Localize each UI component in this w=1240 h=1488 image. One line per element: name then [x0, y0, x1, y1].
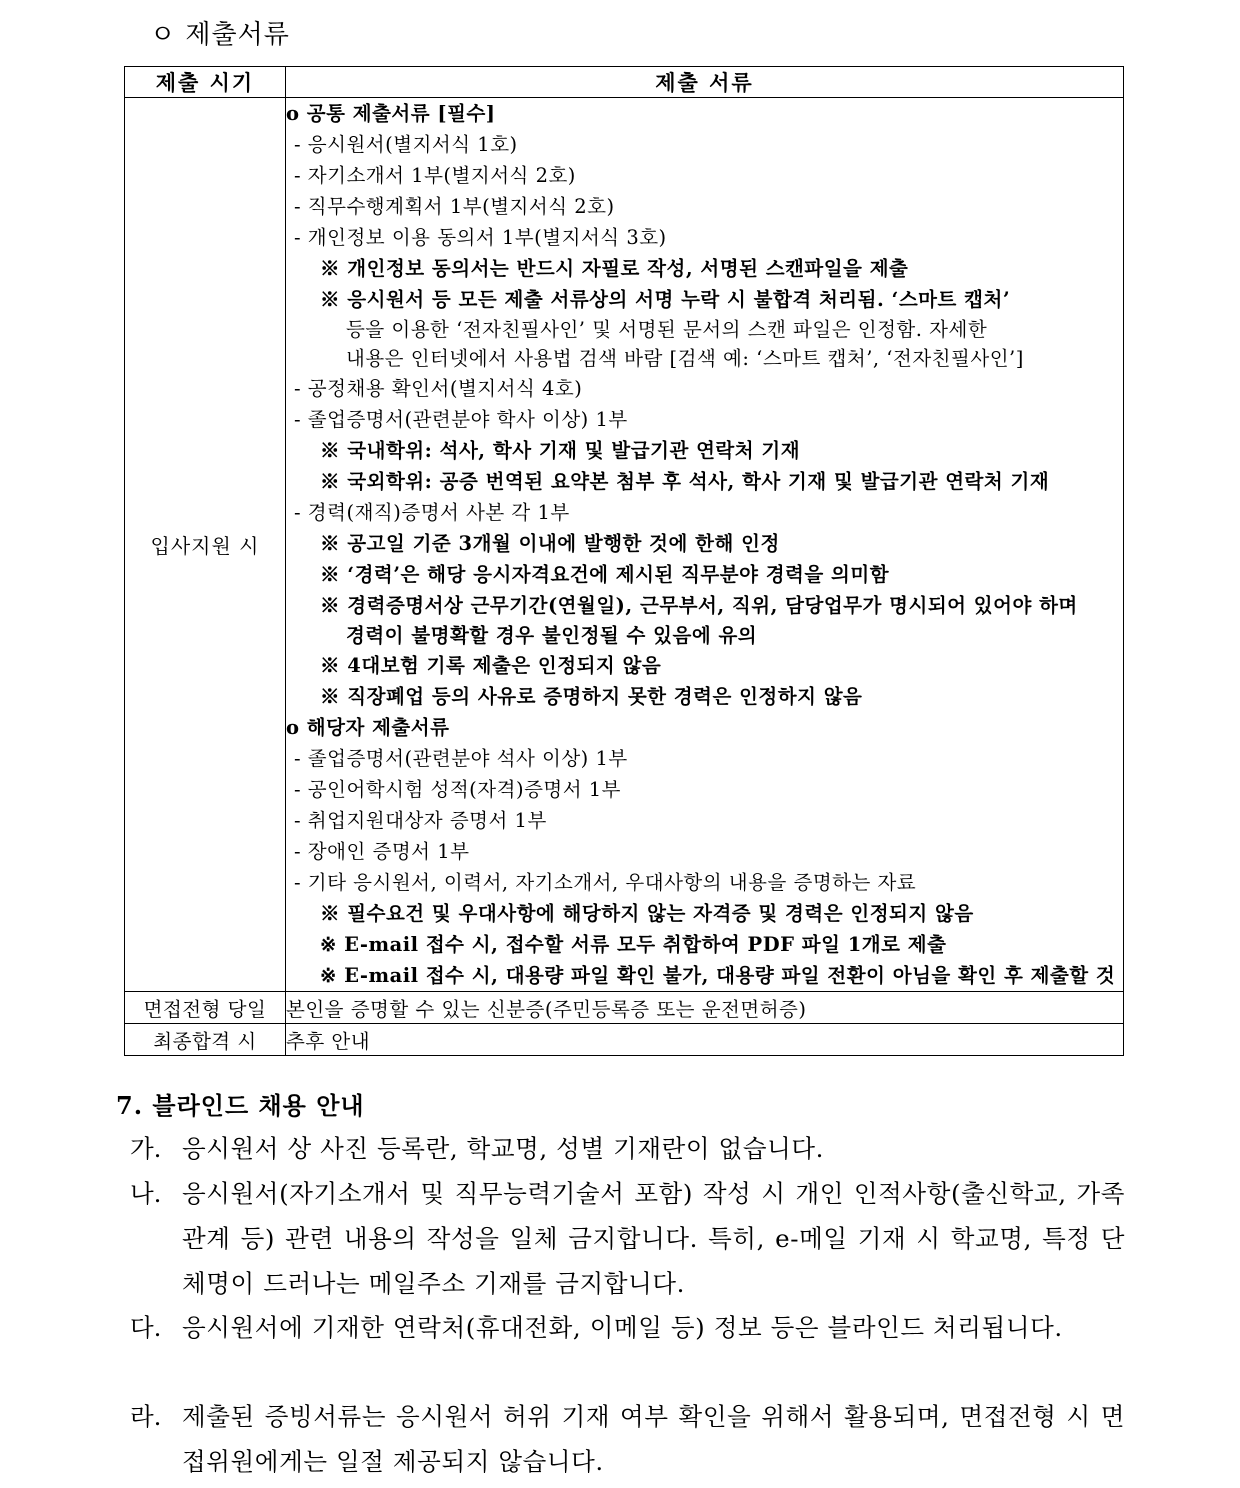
document-item: - 경력(재직)증명서 사본 각 1부 — [294, 501, 570, 524]
document-item: - 기타 응시원서, 이력서, 자기소개서, 우대사항의 내용을 증명하는 자료 — [294, 871, 917, 894]
section-7-title: 7. 블라인드 채용 안내 — [116, 1091, 365, 1120]
header-submission-time: 제출 시기 — [125, 67, 286, 98]
table-row — [125, 98, 1124, 992]
note-item: ※ 응시원서 등 모든 제출 서류상의 서명 누락 시 불합격 처리됨. ‘스마트 캡처’ — [320, 288, 1011, 311]
item-text: 제출된 증빙서류는 응시원서 허위 기재 여부 확인을 위해서 활용되며, 면접전형 시 면접위원에게는 일절 제공되지 않습니다. — [182, 1402, 1125, 1476]
item-text: 응시원서(자기소개서 및 직무능력기술서 포함) 작성 시 개인 인적사항(출신학교, 가족관계 등) 관련 내용의 작성을 일체 금지합니다. 특히, e-메일 기재 시 학교명, 특정 단체명이 드러나는 메일주소 기재를 금지합니다. — [182, 1179, 1125, 1298]
item-label: 다. — [130, 1313, 162, 1342]
blind-item-na — [130, 1171, 1125, 1306]
item-label: 라. — [130, 1402, 162, 1431]
note-item: ※ 국외학위: 공증 번역된 요약본 첨부 후 석사, 학사 기재 및 발급기관 연락처 기재 — [320, 470, 1050, 493]
note-item: ※ 국내학위: 석사, 학사 기재 및 발급기관 연락처 기재 — [320, 439, 801, 462]
table-row — [125, 1024, 1124, 1056]
table-header-row — [125, 67, 1124, 98]
row-when-application: 입사지원 시 — [125, 98, 286, 992]
header-submission-documents: 제출 서류 — [286, 67, 1124, 98]
row-when-interview: 면접전형 당일 — [125, 992, 286, 1024]
row-documents-interview: 본인을 증명할 수 있는 신분증(주민등록증 또는 운전면허증) — [286, 992, 1124, 1024]
document-item: - 졸업증명서(관련분야 학사 이상) 1부 — [294, 408, 628, 431]
row-documents-application — [286, 98, 1124, 992]
blind-item-ra — [130, 1394, 1125, 1484]
blind-item-ga — [130, 1126, 1125, 1171]
document-item: - 직무수행계획서 1부(별지서식 2호) — [294, 195, 615, 218]
item-label: 가. — [130, 1134, 162, 1163]
note-item: ※ 개인정보 동의서는 반드시 자필로 작성, 서명된 스캔파일을 제출 — [320, 257, 909, 280]
note-item: ※ 필수요건 및 우대사항에 해당하지 않는 자격증 및 경력은 인정되지 않음 — [320, 902, 974, 925]
note-item: ※ 직장폐업 등의 사유로 증명하지 못한 경력은 인정하지 않음 — [320, 685, 863, 708]
note-item: ※ ‘경력’은 해당 응시자격요건에 제시된 직무분야 경력을 의미함 — [320, 563, 890, 586]
note-item: ※ 4대보험 기록 제출은 인정되지 않음 — [320, 654, 662, 677]
document-item: - 응시원서(별지서식 1호) — [294, 133, 518, 156]
item-text: 응시원서에 기재한 연락처(휴대전화, 이메일 등) 정보 등은 블라인드 처리됩니다. — [182, 1313, 1063, 1342]
table-row — [125, 992, 1124, 1024]
document-item: - 취업지원대상자 증명서 1부 — [294, 809, 547, 832]
note-item: ※ 공고일 기준 3개월 이내에 발행한 것에 한해 인정 — [320, 532, 780, 555]
note-item: ※ 경력증명서상 근무기간(연월일), 근무부서, 직위, 담당업무가 명시되어 있어야 하며 — [320, 594, 1078, 617]
document-item: - 공정채용 확인서(별지서식 4호) — [294, 377, 583, 400]
note-continuation: 내용은 인터넷에서 사용법 검색 바람 [검색 예: ‘스마트 캡처’, ‘전자친필사인’] — [346, 347, 1024, 370]
item-label: 나. — [130, 1179, 162, 1208]
subsection-heading: o 해당자 제출서류 — [286, 716, 450, 739]
note-item: ※ E-mail 접수 시, 접수할 서류 모두 취합하여 PDF 파일 1개로 제출 — [320, 933, 947, 956]
document-item: - 개인정보 이용 동의서 1부(별지서식 3호) — [294, 226, 667, 249]
note-continuation: 경력이 불명확할 경우 불인정될 수 있음에 유의 — [346, 624, 758, 647]
row-documents-final: 추후 안내 — [286, 1024, 1124, 1056]
item-text: 응시원서 상 사진 등록란, 학교명, 성별 기재란이 없습니다. — [182, 1134, 825, 1163]
note-item: ※ E-mail 접수 시, 대용량 파일 확인 불가, 대용량 파일 전환이 아님을 확인 후 제출할 것 — [320, 964, 1116, 987]
document-item: - 자기소개서 1부(별지서식 2호) — [294, 164, 576, 187]
row-when-final: 최종합격 시 — [125, 1024, 286, 1056]
submission-documents-table — [124, 66, 1124, 1056]
subsection-heading: o 공통 제출서류 [필수] — [286, 102, 496, 125]
document-item: - 졸업증명서(관련분야 석사 이상) 1부 — [294, 747, 628, 770]
section-title: ㅇ 제출서류 — [150, 20, 290, 50]
document-item: - 공인어학시험 성적(자격)증명서 1부 — [294, 778, 622, 801]
blind-item-da — [130, 1305, 1125, 1350]
note-continuation: 등을 이용한 ‘전자친필사인’ 및 서명된 문서의 스캔 파일은 인정함. 자세한 — [346, 318, 988, 341]
document-item: - 장애인 증명서 1부 — [294, 840, 470, 863]
